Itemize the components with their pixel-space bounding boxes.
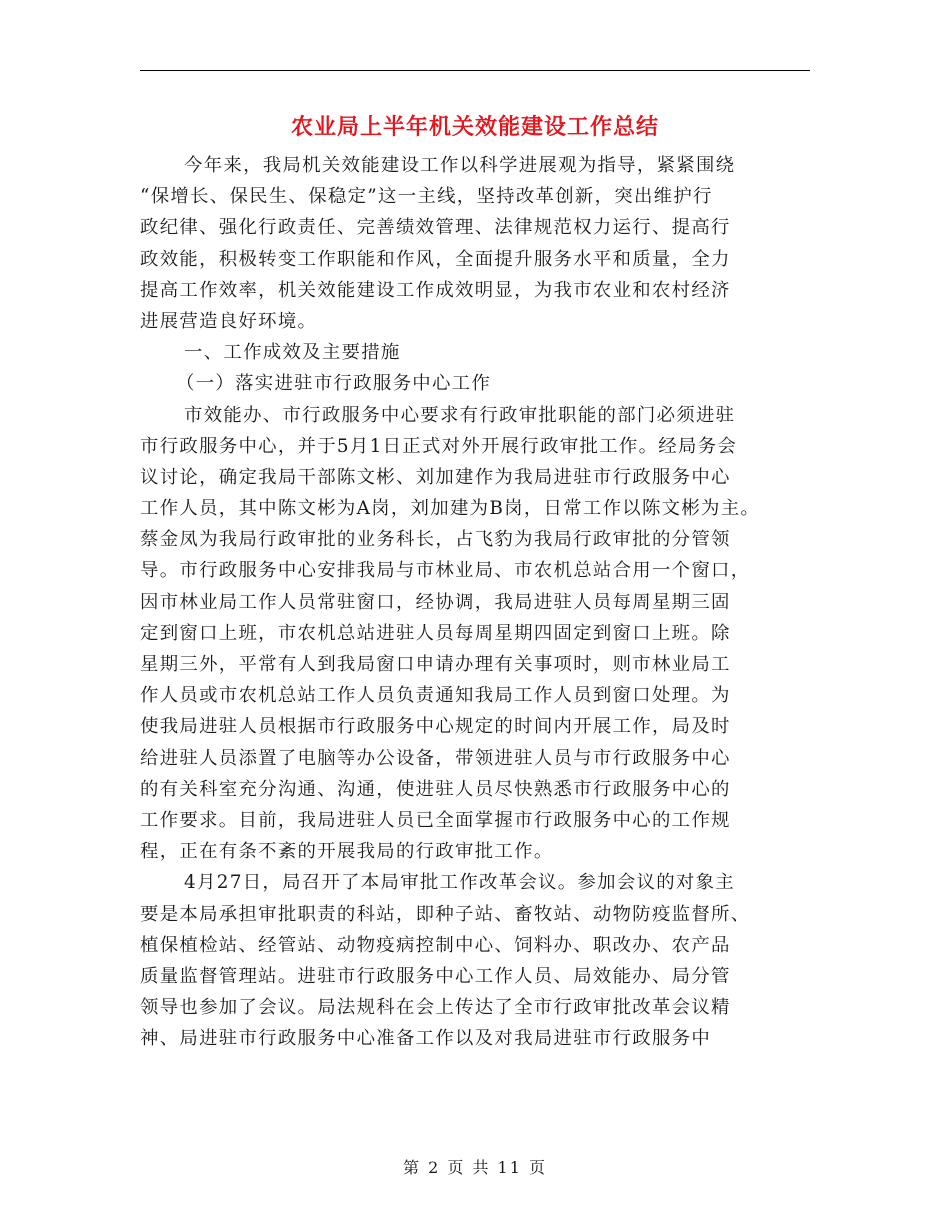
paragraph-line: 质量监督管理站。进驻市行政服务中心工作人员、局效能办、局分管 xyxy=(140,965,731,987)
paragraph-line: 蔡金凤为我局行政审批的业务科长，占飞豹为我局行政审批的分管领 xyxy=(140,529,731,551)
paragraph-line: 的有关科室充分沟通、沟通，使进驻人员尽快熟悉市行政服务中心的 xyxy=(140,778,731,800)
paragraph-line: “保增长、保民生、保稳定”这一主线，坚持改革创新，突出维护行 xyxy=(140,186,713,208)
paragraph-line: 工作要求。目前，我局进驻人员已全面掌握市行政服务中心的工作规 xyxy=(140,809,731,831)
paragraph-line: 给进驻人员添置了电脑等办公设备，带领进驻人员与市行政服务中心 xyxy=(140,747,731,769)
paragraph-line: 神、局进驻市行政服务中心准备工作以及对我局进驻市行政服务中 xyxy=(140,1028,712,1050)
document-body xyxy=(140,150,840,1054)
document-title: 农业局上半年机关效能建设工作总结 xyxy=(290,114,659,140)
paragraph-line: 提高工作效率，机关效能建设工作成效明显，为我市农业和农村经济 xyxy=(140,279,731,301)
page-number-footer: 第 2 页 共 11 页 xyxy=(403,1158,547,1177)
paragraph-line: 导。市行政服务中心安排我局与市林业局、市农机总站合用一个窗口， xyxy=(140,560,751,582)
paragraph-line: 定到窗口上班，市农机总站进驻人员每周星期四固定到窗口上班。除 xyxy=(140,622,731,644)
paragraph-line: 要是本局承担审批职责的科站，即种子站、畜牧站、动物防疫监督所、 xyxy=(140,903,751,925)
paragraph-line: 进展营造良好环境。 xyxy=(140,310,318,332)
paragraph-line: 因市林业局工作人员常驻窗口，经协调，我局进驻人员每周星期三固 xyxy=(140,591,731,613)
paragraph-line: 星期三外，平常有人到我局窗口申请办理有关事项时，则市林业局工 xyxy=(140,654,731,675)
paragraph-line: 4月27日，局召开了本局审批工作改革会议。参加会议的对象主 xyxy=(184,872,735,894)
paragraph-line: 工作人员，其中陈文彬为A岗，刘加建为B岗，日常工作以陈文彬为主。 xyxy=(140,498,761,520)
paragraph-line: 今年来，我局机关效能建设工作以科学进展观为指导，紧紧围绕 xyxy=(184,155,736,176)
subsection-heading: （一）落实进驻市行政服务中心工作 xyxy=(176,373,492,395)
paragraph-line: 程，正在有条不紊的开展我局的行政审批工作。 xyxy=(140,841,554,863)
paragraph-line: 作人员或市农机总站工作人员负责通知我局工作人员到窗口处理。为 xyxy=(140,685,731,707)
paragraph-line: 政纪律、强化行政责任、完善绩效管理、法律规范权力运行、提高行 xyxy=(140,217,731,239)
section-heading: 一、工作成效及主要措施 xyxy=(184,342,401,364)
paragraph-line: 领导也参加了会议。局法规科在会上传达了全市行政审批改革会议精 xyxy=(140,997,731,1019)
header-rule xyxy=(140,70,810,71)
paragraph-line: 使我局进驻人员根据市行政服务中心规定的时间内开展工作，局及时 xyxy=(140,716,731,738)
paragraph-line: 议讨论，确定我局干部陈文彬、刘加建作为我局进驻市行政服务中心 xyxy=(140,466,731,488)
paragraph-line: 政效能，积极转变工作职能和作风，全面提升服务水平和质量，全力 xyxy=(140,248,731,270)
paragraph-line: 植保植检站、经管站、动物疫病控制中心、饲料办、职改办、农产品 xyxy=(140,934,731,956)
paragraph-line: 市效能办、市行政服务中心要求有行政审批职能的部门必须进驻 xyxy=(184,404,736,426)
paragraph-line: 市行政服务中心，并于5月1日正式对外开展行政审批工作。经局务会 xyxy=(140,435,738,457)
